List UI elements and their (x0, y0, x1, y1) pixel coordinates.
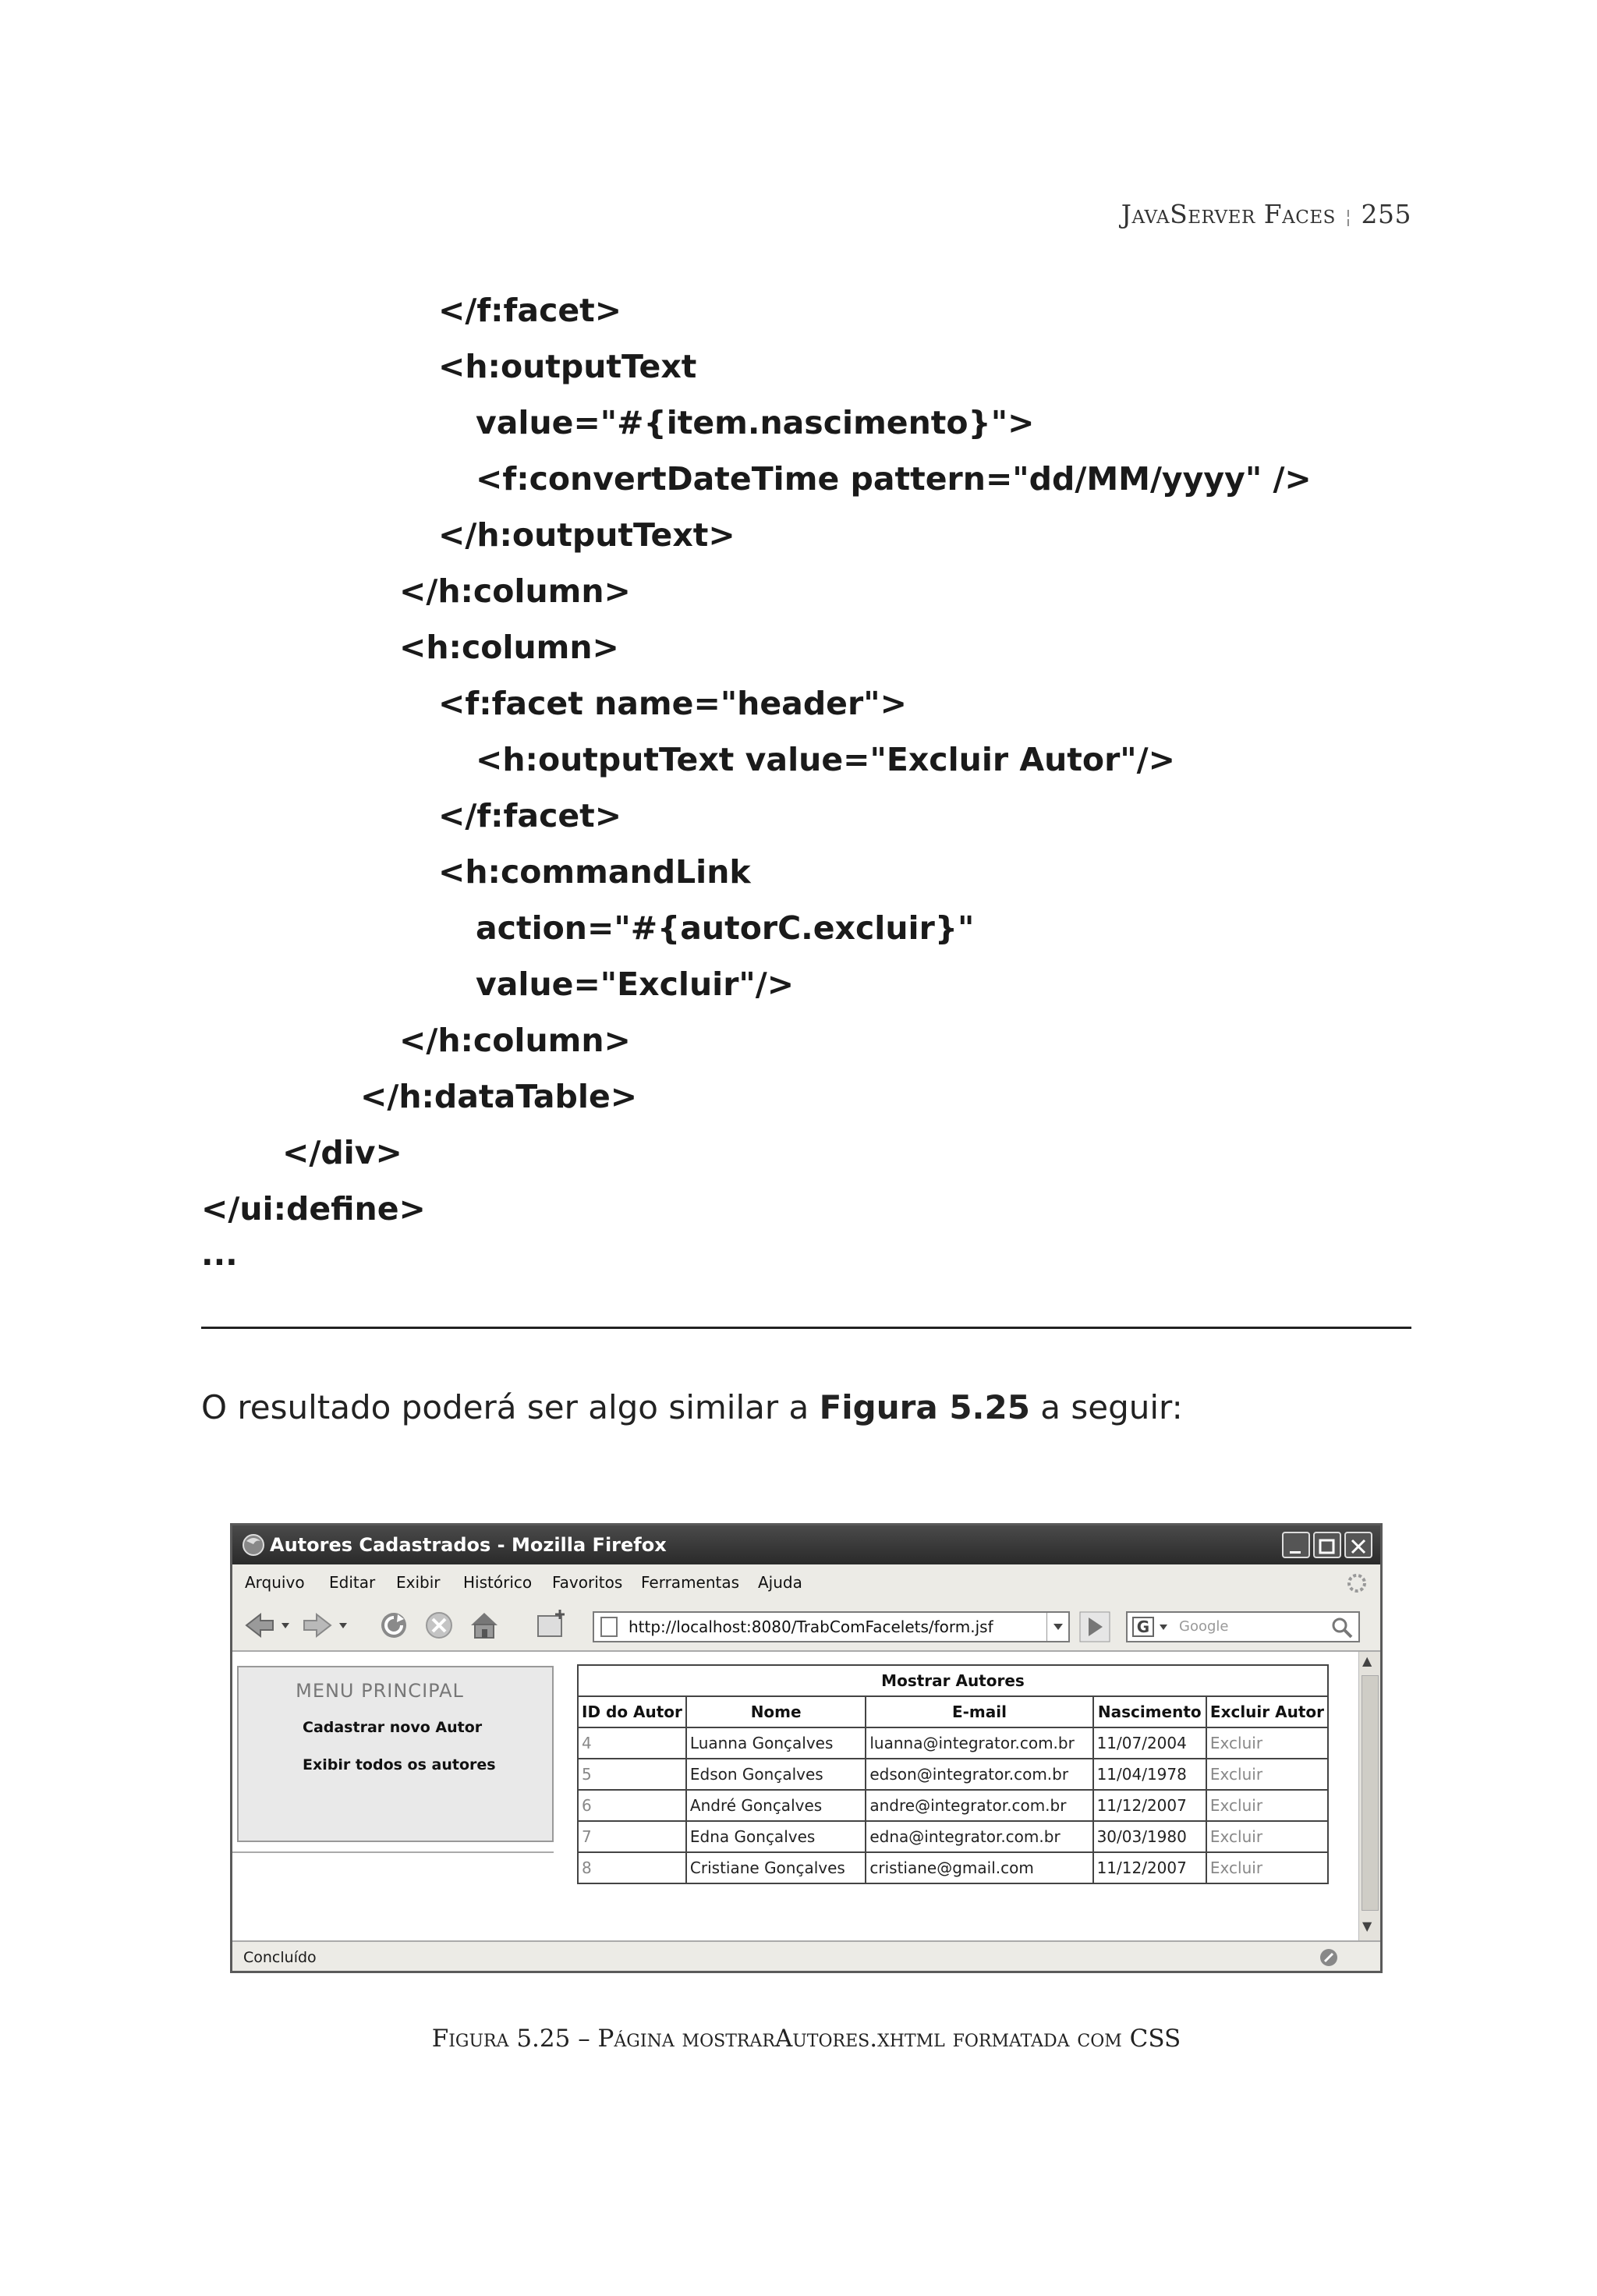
header-separator: ¦ (1344, 206, 1352, 228)
running-header (1045, 199, 1411, 229)
code-line: ... (201, 1235, 238, 1273)
code-line: </ui:define> (201, 1190, 426, 1228)
cell-nome: Edson Gonçalves (686, 1759, 866, 1790)
page-content (232, 1652, 1358, 1940)
menu-editar[interactable]: Editar (329, 1573, 376, 1592)
body-paragraph (201, 1388, 1411, 1426)
code-line: value="#{item.nascimento}"> (476, 404, 1035, 441)
title-bar (232, 1525, 1380, 1564)
engine-dropdown-icon[interactable] (1159, 1624, 1168, 1632)
code-line: <h:outputText (438, 348, 697, 385)
page-number: 255 (1361, 199, 1411, 229)
cell-nascimento: 30/03/1980 (1093, 1821, 1206, 1852)
maximize-button[interactable] (1313, 1532, 1341, 1558)
browser-window (230, 1523, 1383, 1973)
home-icon[interactable] (466, 1608, 502, 1642)
stop-icon[interactable] (421, 1608, 457, 1642)
table-header-row (578, 1696, 1328, 1727)
menu-exibir[interactable]: Exibir (396, 1573, 441, 1592)
menu-favoritos[interactable]: Favoritos (552, 1573, 623, 1592)
menu-divider (232, 1851, 554, 1853)
close-icon (1346, 1536, 1371, 1559)
cell-email: andre@integrator.com.br (866, 1790, 1092, 1821)
cell-nascimento: 11/04/1978 (1093, 1759, 1206, 1790)
table-row (578, 1759, 1328, 1790)
security-status-icon (1318, 1947, 1340, 1968)
code-line: <h:commandLink (438, 853, 751, 891)
page-icon (600, 1617, 618, 1637)
window-title: Autores Cadastrados - Mozilla Firefox (270, 1534, 667, 1556)
cell-nascimento: 11/07/2004 (1093, 1727, 1206, 1759)
running-title: JavaServer Faces (1121, 199, 1336, 229)
menu-historico[interactable]: Histórico (463, 1573, 533, 1592)
forward-arrow-icon[interactable] (299, 1608, 335, 1642)
maximize-icon (1315, 1536, 1340, 1559)
google-engine-icon[interactable]: G (1132, 1617, 1154, 1637)
side-menu (237, 1666, 554, 1842)
code-line: </h:outputText> (438, 516, 735, 554)
chevron-down-icon (1053, 1623, 1064, 1631)
throbber-icon (1346, 1572, 1368, 1594)
delete-link[interactable]: Excluir (1206, 1727, 1328, 1759)
bookmark-page-icon[interactable] (533, 1608, 569, 1642)
url-bar[interactable] (593, 1611, 1070, 1642)
cell-email: cristiane@gmail.com (866, 1852, 1092, 1883)
forward-dropdown-icon[interactable] (338, 1622, 348, 1630)
search-placeholder: Google (1179, 1618, 1229, 1635)
cell-email: edson@integrator.com.br (866, 1759, 1092, 1790)
column-header-excluir: Excluir Autor (1206, 1696, 1328, 1727)
column-header-nascimento: Nascimento (1093, 1696, 1206, 1727)
cell-id: 7 (578, 1821, 686, 1852)
figure-reference: Figura 5.25 (819, 1388, 1030, 1426)
scroll-up-icon[interactable]: ▲ (1362, 1653, 1372, 1668)
firefox-icon (242, 1533, 265, 1557)
paragraph-text-end: a seguir: (1029, 1388, 1183, 1426)
menu-ferramentas[interactable]: Ferramentas (641, 1573, 740, 1592)
table-row (578, 1727, 1328, 1759)
code-line: <h:column> (399, 629, 619, 666)
reload-icon[interactable] (376, 1608, 412, 1642)
cell-nome: André Gonçalves (686, 1790, 866, 1821)
menu-bar (232, 1564, 1380, 1600)
navigation-toolbar (232, 1600, 1380, 1652)
code-line: </f:facet> (438, 797, 622, 834)
code-line: </h:column> (399, 1022, 631, 1059)
code-line: <h:outputText value="Excluir Autor"/> (476, 741, 1175, 778)
go-arrow-icon[interactable] (1079, 1611, 1110, 1642)
code-line: </h:dataTable> (360, 1078, 638, 1115)
back-dropdown-icon[interactable] (281, 1622, 290, 1630)
search-icon[interactable] (1330, 1616, 1354, 1639)
code-line: </f:facet> (438, 292, 622, 329)
listing-end-rule (201, 1327, 1411, 1329)
table-row (578, 1790, 1328, 1821)
menu-ajuda[interactable]: Ajuda (758, 1573, 802, 1592)
table-row (578, 1821, 1328, 1852)
delete-link[interactable]: Excluir (1206, 1759, 1328, 1790)
cell-nascimento: 11/12/2007 (1093, 1790, 1206, 1821)
url-text: http://localhost:8080/TrabComFacelets/form.jsf (629, 1617, 993, 1636)
code-line: <f:convertDateTime pattern="dd/MM/yyyy" /> (476, 460, 1312, 498)
table-caption: Mostrar Autores (578, 1665, 1328, 1696)
menu-arquivo[interactable]: Arquivo (245, 1573, 305, 1592)
vertical-scrollbar[interactable] (1358, 1652, 1381, 1940)
delete-link[interactable]: Excluir (1206, 1821, 1328, 1852)
column-header-id: ID do Autor (578, 1696, 686, 1727)
column-header-email: E-mail (866, 1696, 1092, 1727)
delete-link[interactable]: Excluir (1206, 1852, 1328, 1883)
cell-id: 5 (578, 1759, 686, 1790)
url-history-dropdown[interactable] (1046, 1613, 1069, 1641)
table-row (578, 1852, 1328, 1883)
menu-link-cadastrar[interactable]: Cadastrar novo Autor (303, 1719, 483, 1736)
cell-nome: Edna Gonçalves (686, 1821, 866, 1852)
column-header-nome: Nome (686, 1696, 866, 1727)
status-text: Concluído (243, 1949, 317, 1966)
cell-id: 6 (578, 1790, 686, 1821)
cell-email: luanna@integrator.com.br (866, 1727, 1092, 1759)
minimize-button[interactable] (1282, 1532, 1310, 1558)
status-bar (232, 1940, 1380, 1973)
delete-link[interactable]: Excluir (1206, 1790, 1328, 1821)
scroll-down-icon[interactable]: ▼ (1362, 1919, 1372, 1933)
authors-table (577, 1664, 1329, 1884)
cell-id: 4 (578, 1727, 686, 1759)
close-button[interactable] (1344, 1532, 1372, 1558)
scroll-thumb[interactable] (1362, 1675, 1379, 1911)
menu-link-exibir[interactable]: Exibir todos os autores (303, 1756, 496, 1773)
code-line: action="#{autorC.excluir}" (476, 909, 975, 947)
cell-nascimento: 11/12/2007 (1093, 1852, 1206, 1883)
code-line: <f:facet name="header"> (438, 685, 907, 722)
figure-caption: Figura 5.25 – Página mostrarAutores.xhtml formatada com CSS (431, 2025, 1181, 2053)
code-line: </h:column> (399, 572, 631, 610)
back-arrow-icon[interactable] (242, 1608, 278, 1642)
paragraph-text: O resultado poderá ser algo similar a (201, 1388, 820, 1426)
cell-email: edna@integrator.com.br (866, 1821, 1092, 1852)
code-line: </div> (282, 1134, 402, 1171)
search-input[interactable] (1126, 1611, 1360, 1642)
minimize-icon (1284, 1536, 1308, 1559)
cell-nome: Luanna Gonçalves (686, 1727, 866, 1759)
menu-title: MENU PRINCIPAL (296, 1680, 464, 1702)
cell-id: 8 (578, 1852, 686, 1883)
cell-nome: Cristiane Gonçalves (686, 1852, 866, 1883)
code-line: value="Excluir"/> (476, 966, 795, 1003)
